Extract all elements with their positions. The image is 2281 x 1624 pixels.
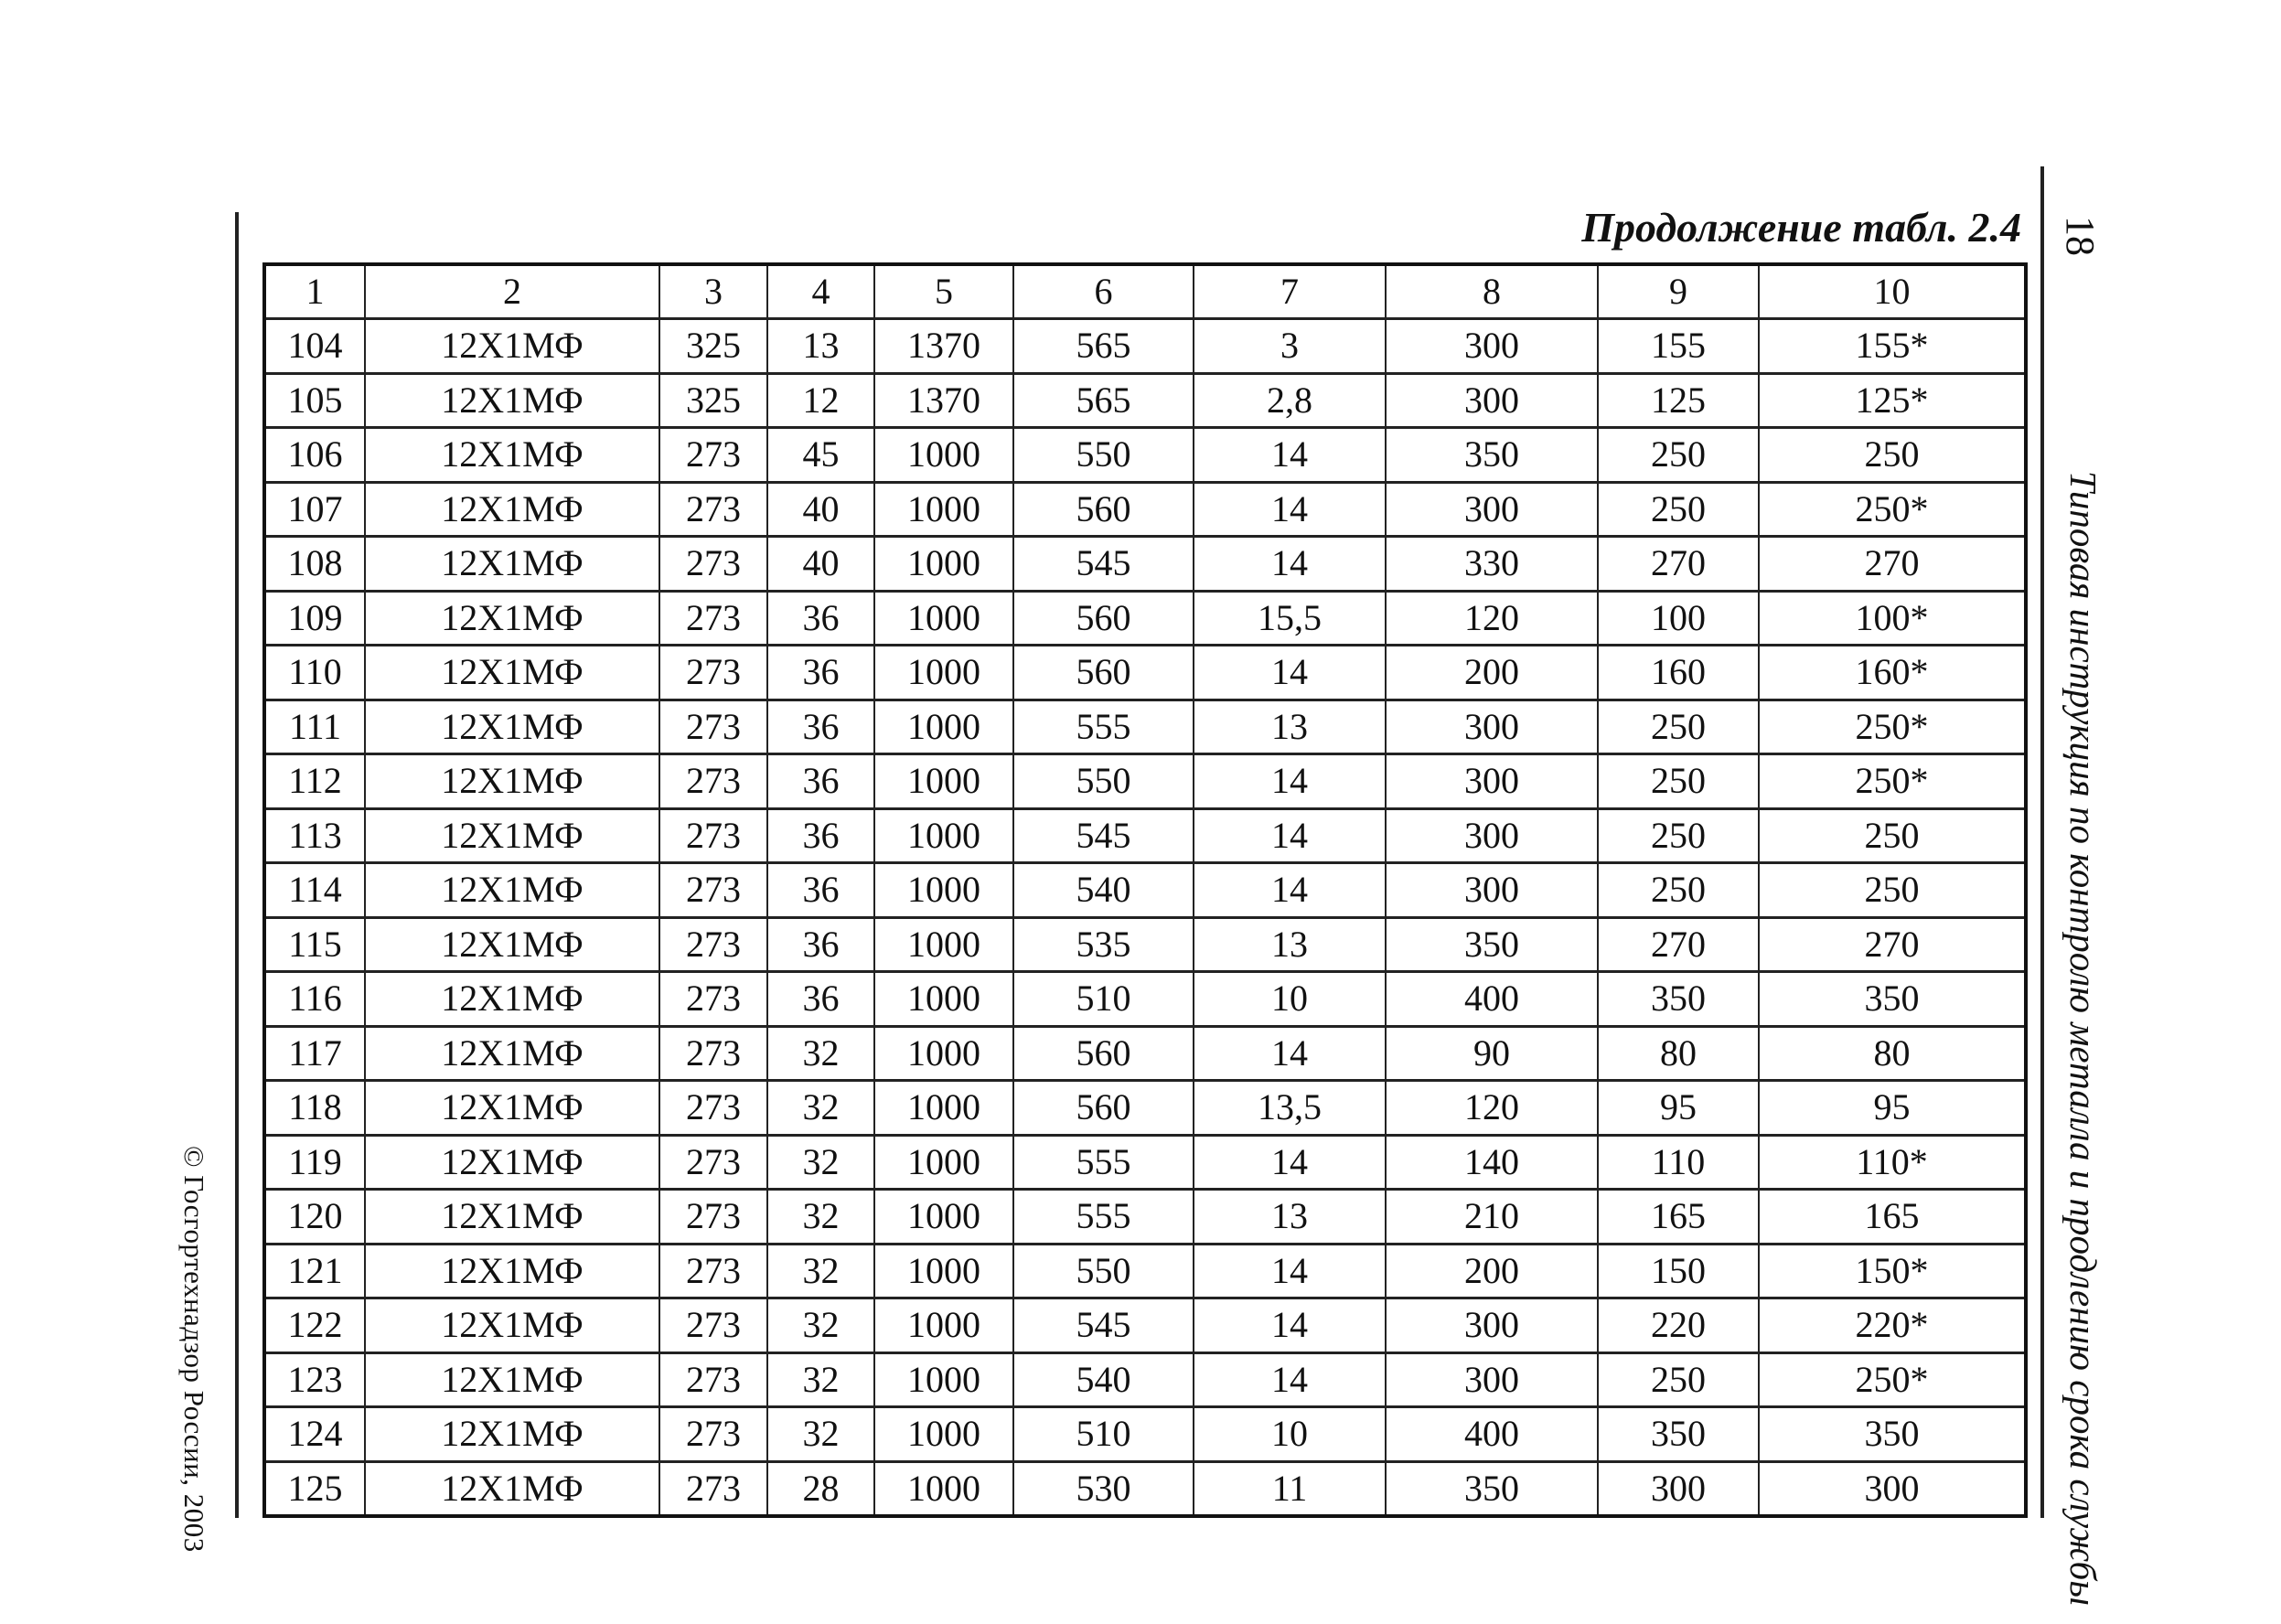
- table-cell: 36: [767, 591, 874, 646]
- table-cell: 560: [1013, 1026, 1194, 1081]
- table-cell: 1000: [874, 808, 1013, 863]
- table-cell: 32: [767, 1298, 874, 1353]
- table-cell: 273: [659, 1135, 767, 1190]
- table-row: [264, 373, 2026, 428]
- table-cell: 510: [1013, 972, 1194, 1027]
- column-number-cell: 8: [1386, 264, 1598, 319]
- table-cell: 1000: [874, 863, 1013, 918]
- table-cell: 12Х1МФ: [365, 972, 659, 1027]
- table-cell: 350: [1759, 972, 2026, 1027]
- table-cell: 140: [1386, 1135, 1598, 1190]
- table-cell: 12Х1МФ: [365, 1352, 659, 1407]
- table-cell: 36: [767, 863, 874, 918]
- table-cell: 330: [1386, 537, 1598, 592]
- table-cell: 200: [1386, 1244, 1598, 1298]
- table-cell: 270: [1598, 537, 1759, 592]
- table-cell: 1370: [874, 319, 1013, 374]
- table-cell: 250: [1598, 482, 1759, 537]
- table-cell: 550: [1013, 1244, 1194, 1298]
- table-cell: 1000: [874, 1352, 1013, 1407]
- table-cell: 273: [659, 1407, 767, 1462]
- table-cell: 560: [1013, 482, 1194, 537]
- table-cell: 273: [659, 1244, 767, 1298]
- table-cell: 10: [1194, 1407, 1386, 1462]
- table-cell: 350: [1759, 1407, 2026, 1462]
- table-cell: 165: [1759, 1190, 2026, 1245]
- table-cell: 550: [1013, 428, 1194, 483]
- table-row: [264, 1298, 2026, 1353]
- table-row: [264, 646, 2026, 700]
- table-cell: 300: [1386, 1298, 1598, 1353]
- table-row: [264, 863, 2026, 918]
- table-row: [264, 428, 2026, 483]
- table-cell: 115: [264, 917, 365, 972]
- table-cell: 1000: [874, 1461, 1013, 1516]
- table-row: [264, 808, 2026, 863]
- table-cell: 2,8: [1194, 373, 1386, 428]
- table-cell: 250: [1759, 863, 2026, 918]
- table-cell: 1000: [874, 1407, 1013, 1462]
- table-cell: 400: [1386, 1407, 1598, 1462]
- table-cell: 1000: [874, 754, 1013, 809]
- table-cell: 273: [659, 1081, 767, 1136]
- table-cell: 273: [659, 972, 767, 1027]
- table-cell: 28: [767, 1461, 874, 1516]
- table-cell: 250: [1598, 1352, 1759, 1407]
- table-cell: 350: [1386, 428, 1598, 483]
- table-cell: 119: [264, 1135, 365, 1190]
- table-row: [264, 917, 2026, 972]
- table-cell: 124: [264, 1407, 365, 1462]
- table-cell: 300: [1386, 319, 1598, 374]
- table-cell: 12Х1МФ: [365, 1298, 659, 1353]
- table-body: [264, 264, 2026, 1516]
- table-cell: 95: [1759, 1081, 2026, 1136]
- table-cell: 250: [1759, 428, 2026, 483]
- table-cell: 300: [1386, 373, 1598, 428]
- table-cell: 116: [264, 972, 365, 1027]
- table-cell: 100*: [1759, 591, 2026, 646]
- table-cell: 325: [659, 319, 767, 374]
- table-cell: 90: [1386, 1026, 1598, 1081]
- table-cell: 12Х1МФ: [365, 754, 659, 809]
- table-row: [264, 1352, 2026, 1407]
- table-cell: 300: [1598, 1461, 1759, 1516]
- column-number-cell: 1: [264, 264, 365, 319]
- table-cell: 545: [1013, 537, 1194, 592]
- table-cell: 165: [1598, 1190, 1759, 1245]
- table-cell: 555: [1013, 700, 1194, 754]
- table-cell: 14: [1194, 1352, 1386, 1407]
- table-cell: 12Х1МФ: [365, 373, 659, 428]
- table-cell: 15,5: [1194, 591, 1386, 646]
- table-cell: 36: [767, 646, 874, 700]
- table-cell: 32: [767, 1352, 874, 1407]
- table-cell: 125: [264, 1461, 365, 1516]
- table-cell: 12Х1МФ: [365, 1135, 659, 1190]
- table-row: [264, 972, 2026, 1027]
- table-cell: 300: [1386, 754, 1598, 809]
- table-cell: 250: [1598, 754, 1759, 809]
- table-cell: 150*: [1759, 1244, 2026, 1298]
- table-cell: 300: [1386, 1352, 1598, 1407]
- table-cell: 106: [264, 428, 365, 483]
- table-cell: 12Х1МФ: [365, 700, 659, 754]
- table-cell: 270: [1598, 917, 1759, 972]
- column-number-cell: 3: [659, 264, 767, 319]
- table-row: [264, 482, 2026, 537]
- table-cell: 1000: [874, 591, 1013, 646]
- table-cell: 350: [1386, 917, 1598, 972]
- table-cell: 155: [1598, 319, 1759, 374]
- table-row: [264, 319, 2026, 374]
- table-cell: 80: [1598, 1026, 1759, 1081]
- table-header-row: [264, 264, 2026, 319]
- table-cell: 32: [767, 1407, 874, 1462]
- table-cell: 12Х1МФ: [365, 863, 659, 918]
- table-row: [264, 1244, 2026, 1298]
- table-cell: 273: [659, 1352, 767, 1407]
- table-cell: 120: [264, 1190, 365, 1245]
- table-cell: 350: [1386, 1461, 1598, 1516]
- table-row: [264, 1461, 2026, 1516]
- table-cell: 1000: [874, 1190, 1013, 1245]
- table-cell: 555: [1013, 1190, 1194, 1245]
- table-cell: 125: [1598, 373, 1759, 428]
- table-cell: 12Х1МФ: [365, 428, 659, 483]
- table-cell: 32: [767, 1190, 874, 1245]
- table-cell: 250: [1598, 428, 1759, 483]
- table-cell: 160: [1598, 646, 1759, 700]
- table-cell: 40: [767, 482, 874, 537]
- table-cell: 95: [1598, 1081, 1759, 1136]
- table-cell: 12Х1МФ: [365, 537, 659, 592]
- table-cell: 36: [767, 700, 874, 754]
- table-cell: 32: [767, 1135, 874, 1190]
- table-cell: 13: [1194, 700, 1386, 754]
- table-cell: 350: [1598, 972, 1759, 1027]
- table-row: [264, 537, 2026, 592]
- table-cell: 1000: [874, 1081, 1013, 1136]
- column-number-cell: 5: [874, 264, 1013, 319]
- table-cell: 120: [1386, 1081, 1598, 1136]
- table-cell: 12Х1МФ: [365, 646, 659, 700]
- table-cell: 273: [659, 917, 767, 972]
- table-cell: 273: [659, 1026, 767, 1081]
- table-cell: 122: [264, 1298, 365, 1353]
- table-cell: 250*: [1759, 700, 2026, 754]
- table-cell: 300: [1386, 863, 1598, 918]
- table-cell: 12Х1МФ: [365, 1190, 659, 1245]
- table-cell: 14: [1194, 482, 1386, 537]
- table-row: [264, 1407, 2026, 1462]
- table-cell: 111: [264, 700, 365, 754]
- table-cell: 540: [1013, 1352, 1194, 1407]
- table-cell: 1000: [874, 917, 1013, 972]
- column-number-cell: 4: [767, 264, 874, 319]
- table-cell: 12Х1МФ: [365, 1026, 659, 1081]
- table-cell: 1370: [874, 373, 1013, 428]
- table-cell: 1000: [874, 428, 1013, 483]
- table-cell: 110*: [1759, 1135, 2026, 1190]
- column-number-cell: 6: [1013, 264, 1194, 319]
- table-cell: 13: [1194, 1190, 1386, 1245]
- table-cell: 12Х1МФ: [365, 482, 659, 537]
- column-number-cell: 9: [1598, 264, 1759, 319]
- table-cell: 12Х1МФ: [365, 319, 659, 374]
- table-cell: 107: [264, 482, 365, 537]
- table-cell: 300: [1386, 700, 1598, 754]
- table-cell: 110: [264, 646, 365, 700]
- table-cell: 545: [1013, 808, 1194, 863]
- table-cell: 123: [264, 1352, 365, 1407]
- table-cell: 1000: [874, 972, 1013, 1027]
- table-cell: 155*: [1759, 319, 2026, 374]
- table-cell: 12Х1МФ: [365, 1407, 659, 1462]
- table-cell: 12Х1МФ: [365, 808, 659, 863]
- table-cell: 13,5: [1194, 1081, 1386, 1136]
- table-cell: 114: [264, 863, 365, 918]
- table-cell: 12Х1МФ: [365, 1244, 659, 1298]
- table-cell: 32: [767, 1244, 874, 1298]
- table-cell: 325: [659, 373, 767, 428]
- column-number-cell: 2: [365, 264, 659, 319]
- table-cell: 109: [264, 591, 365, 646]
- table-row: [264, 1190, 2026, 1245]
- table-cell: 117: [264, 1026, 365, 1081]
- table-cell: 220*: [1759, 1298, 2026, 1353]
- table-cell: 13: [767, 319, 874, 374]
- table-cell: 273: [659, 700, 767, 754]
- table-cell: 1000: [874, 1244, 1013, 1298]
- table-cell: 273: [659, 537, 767, 592]
- table-cell: 565: [1013, 319, 1194, 374]
- table-cell: 540: [1013, 863, 1194, 918]
- table-cell: 10: [1194, 972, 1386, 1027]
- table-cell: 300: [1386, 808, 1598, 863]
- right-margin-rule: [2040, 166, 2044, 1518]
- table-cell: 550: [1013, 754, 1194, 809]
- table-cell: 12Х1МФ: [365, 1081, 659, 1136]
- table-cell: 36: [767, 972, 874, 1027]
- column-number-cell: 10: [1759, 264, 2026, 319]
- table-continuation-label: Продолжение табл. 2.4: [1581, 204, 2021, 251]
- table-cell: 45: [767, 428, 874, 483]
- table-cell: 250*: [1759, 754, 2026, 809]
- left-margin-rule: [235, 212, 239, 1518]
- column-number-cell: 7: [1194, 264, 1386, 319]
- table-cell: 273: [659, 808, 767, 863]
- table-cell: 250: [1598, 863, 1759, 918]
- table-cell: 210: [1386, 1190, 1598, 1245]
- table-cell: 40: [767, 537, 874, 592]
- table-cell: 1000: [874, 482, 1013, 537]
- table-cell: 14: [1194, 1298, 1386, 1353]
- table-row: [264, 1135, 2026, 1190]
- table-cell: 250: [1598, 808, 1759, 863]
- table-cell: 160*: [1759, 646, 2026, 700]
- table-cell: 555: [1013, 1135, 1194, 1190]
- table-cell: 300: [1386, 482, 1598, 537]
- table-cell: 32: [767, 1026, 874, 1081]
- table-cell: 1000: [874, 1298, 1013, 1353]
- table-cell: 14: [1194, 646, 1386, 700]
- table-cell: 273: [659, 1461, 767, 1516]
- table-cell: 250*: [1759, 1352, 2026, 1407]
- table-cell: 108: [264, 537, 365, 592]
- table-cell: 250: [1598, 700, 1759, 754]
- table-cell: 12Х1МФ: [365, 1461, 659, 1516]
- table-cell: 14: [1194, 1244, 1386, 1298]
- table-row: [264, 591, 2026, 646]
- table-cell: 104: [264, 319, 365, 374]
- table-cell: 118: [264, 1081, 365, 1136]
- table-cell: 565: [1013, 373, 1194, 428]
- table-cell: 113: [264, 808, 365, 863]
- table-cell: 530: [1013, 1461, 1194, 1516]
- table-cell: 150: [1598, 1244, 1759, 1298]
- table-cell: 14: [1194, 808, 1386, 863]
- table-cell: 273: [659, 754, 767, 809]
- table-cell: 273: [659, 863, 767, 918]
- table-cell: 510: [1013, 1407, 1194, 1462]
- table-cell: 1000: [874, 537, 1013, 592]
- table-row: [264, 754, 2026, 809]
- table-cell: 273: [659, 1190, 767, 1245]
- table-cell: 80: [1759, 1026, 2026, 1081]
- copyright-notice: © Госгортехнадзор России, 2003: [178, 1146, 210, 1553]
- table-cell: 273: [659, 482, 767, 537]
- table-row: [264, 1026, 2026, 1081]
- table-cell: 12Х1МФ: [365, 591, 659, 646]
- table-cell: 13: [1194, 917, 1386, 972]
- table-cell: 112: [264, 754, 365, 809]
- table-cell: 560: [1013, 1081, 1194, 1136]
- table-cell: 14: [1194, 428, 1386, 483]
- table-row: [264, 1081, 2026, 1136]
- table-cell: 1000: [874, 646, 1013, 700]
- table-cell: 270: [1759, 537, 2026, 592]
- table-cell: 14: [1194, 754, 1386, 809]
- table-cell: 105: [264, 373, 365, 428]
- table-cell: 110: [1598, 1135, 1759, 1190]
- table-cell: 14: [1194, 863, 1386, 918]
- table-cell: 350: [1598, 1407, 1759, 1462]
- table-cell: 273: [659, 1298, 767, 1353]
- table-cell: 120: [1386, 591, 1598, 646]
- table-cell: 14: [1194, 1026, 1386, 1081]
- table-cell: 3: [1194, 319, 1386, 374]
- table-cell: 200: [1386, 646, 1598, 700]
- table-cell: 100: [1598, 591, 1759, 646]
- table-cell: 32: [767, 1081, 874, 1136]
- table-cell: 270: [1759, 917, 2026, 972]
- running-title: Типовая инструкция по контролю металла и продлению срока службы: [2062, 471, 2104, 1607]
- data-table: [262, 262, 2028, 1518]
- table-cell: 560: [1013, 591, 1194, 646]
- table-cell: 250: [1759, 808, 2026, 863]
- table-cell: 220: [1598, 1298, 1759, 1353]
- table-cell: 36: [767, 917, 874, 972]
- table-cell: 12: [767, 373, 874, 428]
- table-cell: 14: [1194, 1135, 1386, 1190]
- page-number: 18: [2058, 216, 2103, 256]
- table-cell: 560: [1013, 646, 1194, 700]
- table-cell: 535: [1013, 917, 1194, 972]
- table-cell: 273: [659, 428, 767, 483]
- table-cell: 300: [1759, 1461, 2026, 1516]
- table-cell: 14: [1194, 537, 1386, 592]
- table-cell: 1000: [874, 1135, 1013, 1190]
- table-cell: 12Х1МФ: [365, 917, 659, 972]
- table-cell: 1000: [874, 700, 1013, 754]
- table-cell: 273: [659, 591, 767, 646]
- table-cell: 121: [264, 1244, 365, 1298]
- table-cell: 36: [767, 808, 874, 863]
- table-row: [264, 700, 2026, 754]
- table-cell: 11: [1194, 1461, 1386, 1516]
- table-cell: 545: [1013, 1298, 1194, 1353]
- table-cell: 250*: [1759, 482, 2026, 537]
- table-cell: 36: [767, 754, 874, 809]
- table-cell: 273: [659, 646, 767, 700]
- table-cell: 400: [1386, 972, 1598, 1027]
- table-cell: 1000: [874, 1026, 1013, 1081]
- table-cell: 125*: [1759, 373, 2026, 428]
